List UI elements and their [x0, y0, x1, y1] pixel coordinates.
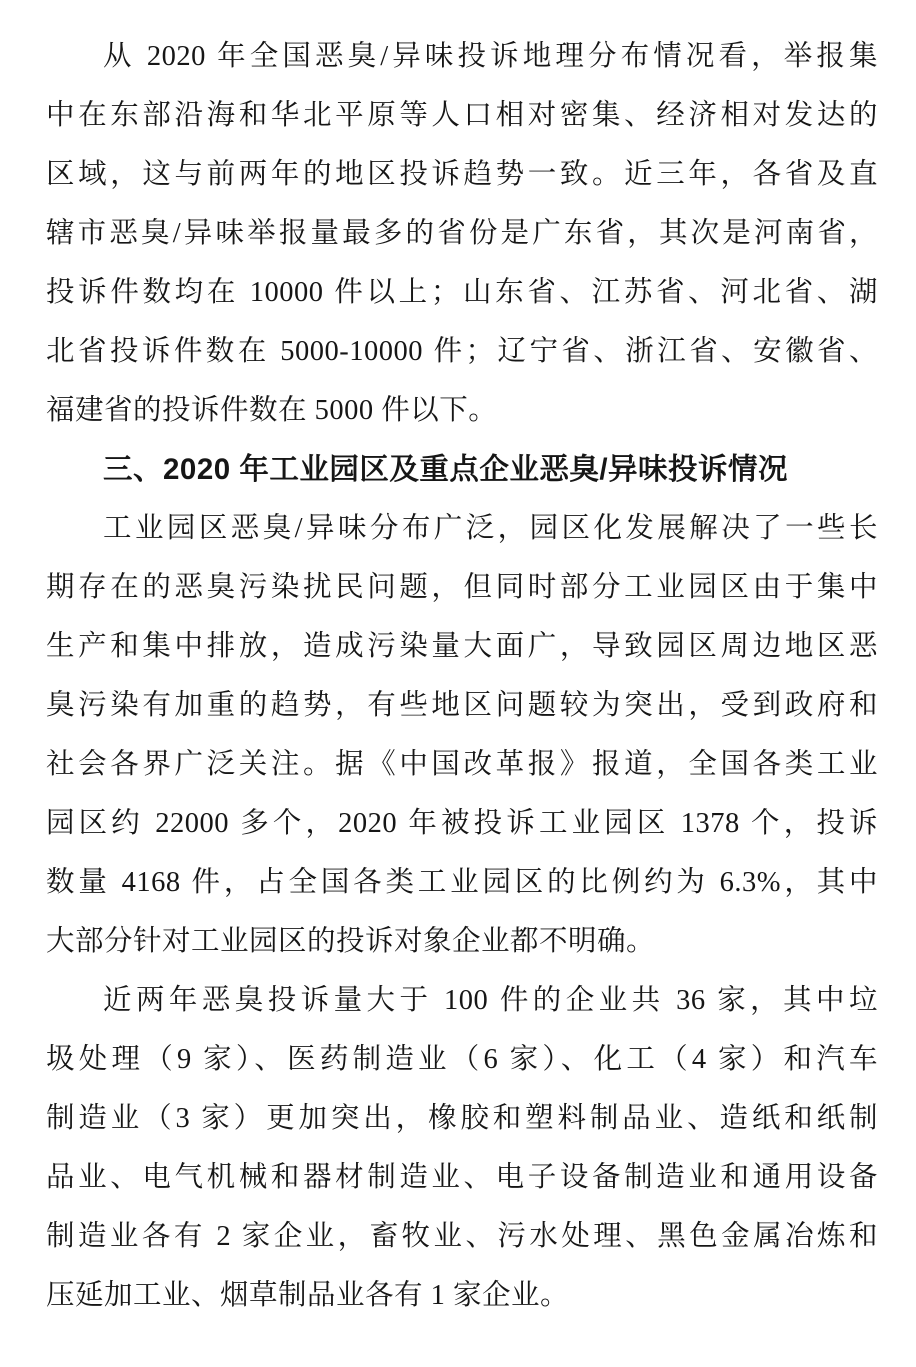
paragraph-line: 制造业各有 2 家企业，畜牧业、污水处理、黑色金属冶炼和: [46, 1221, 878, 1252]
paragraph-line: 品业、电气机械和器材制造业、电子设备制造业和通用设备: [46, 1162, 878, 1193]
paragraph-line: 数量 4168 件，占全国各类工业园区的比例约为 6.3%，其中: [46, 867, 878, 898]
paragraph-line: 期存在的恶臭污染扰民问题，但同时部分工业园区由于集中: [46, 572, 878, 603]
paragraph-line: 北省投诉件数在 5000-10000 件；辽宁省、浙江省、安徽省、: [46, 336, 878, 367]
paragraph-line: 中在东部沿海和华北平原等人口相对密集、经济相对发达的: [46, 100, 878, 131]
paragraph-line: 投诉件数均在 10000 件以上；山东省、江苏省、河北省、湖: [46, 277, 878, 308]
paragraph-line: 圾处理（9 家）、医药制造业（6 家）、化工（4 家）和汽车: [46, 1044, 878, 1075]
section-heading: 三、2020 年工业园区及重点企业恶臭/异味投诉情况: [103, 453, 789, 486]
paragraph-line: 大部分针对工业园区的投诉对象企业都不明确。: [46, 926, 656, 957]
paragraph-line: 园区约 22000 多个，2020 年被投诉工业园区 1378 个，投诉: [46, 808, 878, 839]
paragraph-line: 压延加工业、烟草制品业各有 1 家企业。: [46, 1280, 570, 1311]
paragraph-line: 区域，这与前两年的地区投诉趋势一致。近三年，各省及直: [46, 159, 878, 190]
paragraph-line: 臭污染有加重的趋势，有些地区问题较为突出，受到政府和: [46, 690, 878, 721]
paragraph-line: 工业园区恶臭/异味分布广泛，园区化发展解决了一些长: [103, 513, 878, 544]
paragraph-line: 生产和集中排放，造成污染量大面广，导致园区周边地区恶: [46, 631, 878, 662]
paragraph-line: 制造业（3 家）更加突出，橡胶和塑料制品业、造纸和纸制: [46, 1103, 878, 1134]
paragraph-line: 近两年恶臭投诉量大于 100 件的企业共 36 家，其中垃: [103, 985, 878, 1016]
paragraph-line: 从 2020 年全国恶臭/异味投诉地理分布情况看，举报集: [103, 41, 878, 72]
paragraph-line: 福建省的投诉件数在 5000 件以下。: [46, 395, 498, 426]
paragraph-line: 辖市恶臭/异味举报量最多的省份是广东省，其次是河南省，: [46, 218, 878, 249]
paragraph-line: 社会各界广泛关注。据《中国改革报》报道，全国各类工业: [46, 749, 878, 780]
